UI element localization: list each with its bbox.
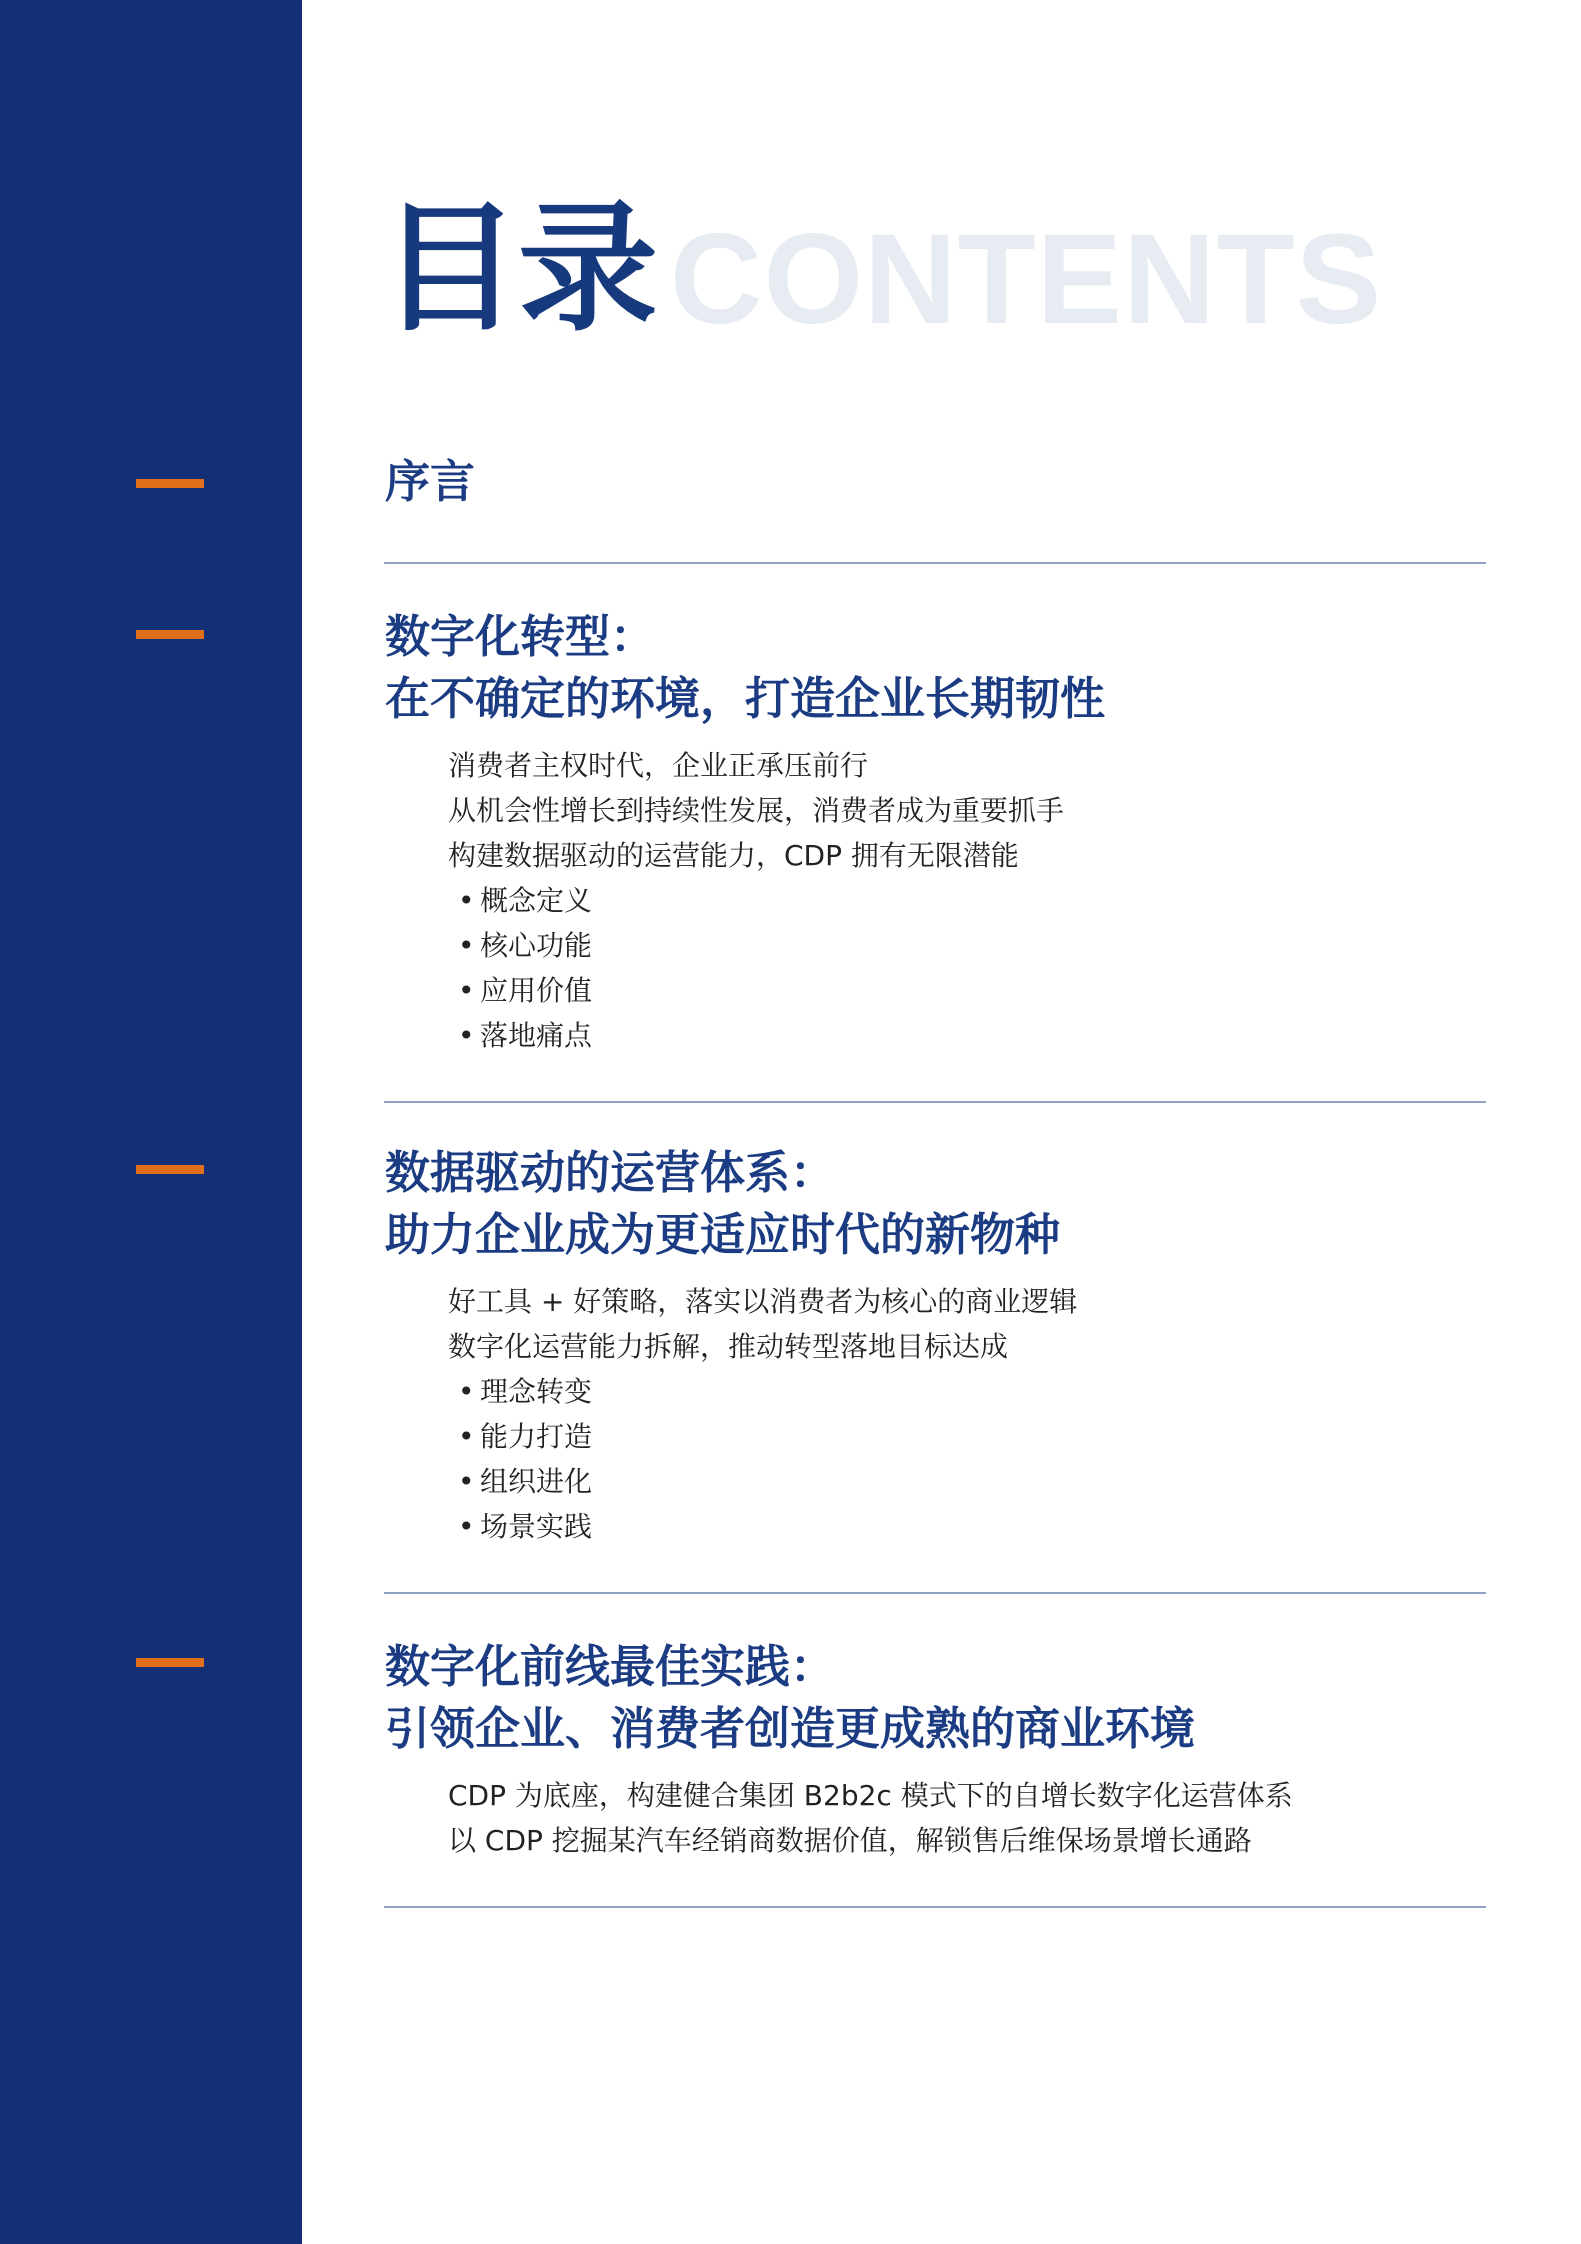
bullet-item (448, 1504, 1077, 1549)
bullet-label: 场景实践 (480, 1510, 593, 1543)
section-heading: 数字化转型： (385, 610, 656, 663)
bullet-item (448, 968, 1064, 1013)
bullet-label: 能力打造 (480, 1420, 593, 1453)
bullet-item (448, 1414, 1077, 1459)
toc-entry-section-1[interactable] (385, 606, 1105, 730)
list-item: 数字化运营能力拆解，推动转型落地目标达成 (448, 1330, 1009, 1363)
section-subheading: 引领企业、消费者创造更成熟的商业环境 (385, 1702, 1196, 1755)
section-1-marker (136, 630, 204, 639)
list-item: CDP 为底座，构建健合集团 B2b2c 模式下的自增长数字化运营体系 (448, 1779, 1293, 1812)
bullet-dot: • (458, 884, 475, 917)
bullet-label: 核心功能 (480, 929, 593, 962)
bullet-item (448, 1369, 1077, 1414)
bullet-item (448, 878, 1064, 923)
list-item: 好工具 + 好策略，落实以消费者为核心的商业逻辑 (448, 1285, 1078, 1318)
section-heading: 数据驱动的运营体系： (385, 1146, 836, 1199)
divider (384, 1592, 1486, 1594)
sidebar-band (0, 0, 302, 2244)
bullet-item (448, 923, 1064, 968)
bullet-dot: • (458, 929, 475, 962)
section-subheading: 在不确定的环境，打造企业长期韧性 (385, 672, 1106, 725)
toc-entry-preface[interactable] (385, 451, 475, 513)
bullet-item (448, 1459, 1077, 1504)
bullet-label: 概念定义 (480, 884, 593, 917)
bullet-dot: • (458, 1465, 475, 1498)
divider (384, 1101, 1486, 1103)
bullet-dot: • (458, 974, 475, 1007)
bullet-label: 理念转变 (480, 1375, 593, 1408)
page-title: 目录 (380, 188, 657, 351)
section-heading: 数字化前线最佳实践： (385, 1640, 836, 1693)
bullet-item (448, 1013, 1064, 1058)
page-title-en: CONTENTS (670, 208, 1382, 351)
section-2-items (448, 1279, 1077, 1549)
list-item: 从机会性增长到持续性发展，消费者成为重要抓手 (448, 794, 1065, 827)
bullet-label: 组织进化 (480, 1465, 593, 1498)
divider (384, 1906, 1486, 1908)
toc-entry-section-2[interactable] (385, 1142, 1060, 1266)
list-item: 以 CDP 挖掘某汽车经销商数据价值，解锁售后维保场景增长通路 (448, 1824, 1252, 1857)
bullet-dot: • (458, 1375, 475, 1408)
toc-entry-section-3[interactable] (385, 1636, 1195, 1760)
bullet-label: 应用价值 (480, 974, 593, 1007)
section-2-marker (136, 1165, 204, 1174)
bullet-label: 落地痛点 (480, 1019, 593, 1052)
section-1-items (448, 743, 1064, 1058)
bullet-dot: • (458, 1420, 475, 1453)
list-item: 构建数据驱动的运营能力，CDP 拥有无限潜能 (448, 839, 1019, 872)
bullet-dot: • (458, 1019, 475, 1052)
section-3-marker (136, 1658, 204, 1667)
preface-marker (136, 479, 204, 488)
list-item: 消费者主权时代，企业正承压前行 (448, 749, 869, 782)
section-subheading: 助力企业成为更适应时代的新物种 (385, 1208, 1061, 1261)
divider (384, 562, 1486, 564)
preface-label: 序言 (385, 455, 476, 508)
section-3-items (448, 1773, 1293, 1863)
bullet-dot: • (458, 1510, 475, 1543)
